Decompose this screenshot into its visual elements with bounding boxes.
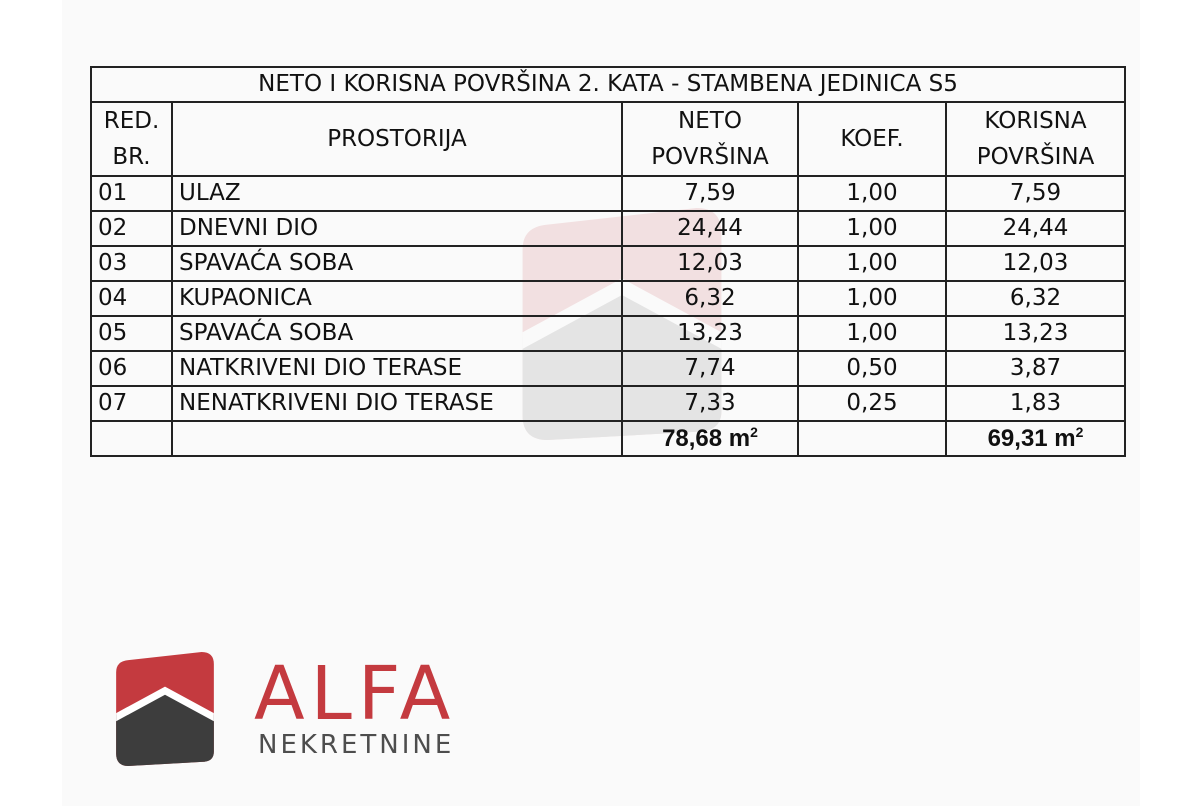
usable-area: 1,83	[946, 386, 1125, 421]
header-red-br-line1: RED.	[103, 108, 160, 134]
area-table-container	[90, 66, 1124, 457]
room-name: SPAVAĆA SOBA	[172, 246, 622, 281]
room-name: NATKRIVENI DIO TERASE	[172, 351, 622, 386]
totals-empty-no	[91, 421, 172, 456]
company-logo	[114, 652, 494, 772]
usable-area: 6,32	[946, 281, 1125, 316]
header-red-br-line2: BR.	[112, 144, 151, 170]
usable-area: 13,23	[946, 316, 1125, 351]
coefficient: 0,25	[798, 386, 946, 421]
row-number: 04	[91, 281, 172, 316]
table-title-row	[91, 67, 1125, 102]
total-neto: 78,68 m	[662, 425, 751, 452]
header-korisna-line1: KORISNA	[984, 108, 1087, 134]
brand-name: ALFA	[254, 651, 457, 737]
neto-area: 24,44	[622, 211, 798, 246]
neto-area: 12,03	[622, 246, 798, 281]
total-korisna-exp: 2	[1075, 424, 1084, 440]
row-number: 07	[91, 386, 172, 421]
header-neto	[622, 102, 798, 176]
room-name: KUPAONICA	[172, 281, 622, 316]
brand-subtitle: NEKRETNINE	[258, 730, 455, 760]
row-number: 02	[91, 211, 172, 246]
totals-empty-koef	[798, 421, 946, 456]
row-number: 03	[91, 246, 172, 281]
table-title: NETO I KORISNA POVRŠINA 2. KATA - STAMBENA JEDINICA S5	[91, 67, 1125, 102]
header-neto-line1: NETO	[678, 108, 742, 134]
total-korisna-cell	[946, 421, 1125, 456]
usable-area: 24,44	[946, 211, 1125, 246]
usable-area: 3,87	[946, 351, 1125, 386]
table-row	[91, 246, 1125, 281]
table-row	[91, 351, 1125, 386]
room-name: ULAZ	[172, 176, 622, 211]
coefficient: 1,00	[798, 211, 946, 246]
totals-empty-room	[172, 421, 622, 456]
total-neto-cell	[622, 421, 798, 456]
coefficient: 1,00	[798, 316, 946, 351]
room-name: NENATKRIVENI DIO TERASE	[172, 386, 622, 421]
header-prostorija: PROSTORIJA	[172, 102, 622, 176]
room-name: SPAVAĆA SOBA	[172, 316, 622, 351]
usable-area: 12,03	[946, 246, 1125, 281]
table-row	[91, 211, 1125, 246]
header-red-br	[91, 102, 172, 176]
coefficient: 1,00	[798, 246, 946, 281]
header-korisna	[946, 102, 1125, 176]
totals-row	[91, 421, 1125, 456]
header-koef: KOEF.	[798, 102, 946, 176]
coefficient: 0,50	[798, 351, 946, 386]
neto-area: 13,23	[622, 316, 798, 351]
row-number: 01	[91, 176, 172, 211]
table-header-row	[91, 102, 1125, 176]
alfa-house-logo-icon	[114, 652, 216, 766]
neto-area: 6,32	[622, 281, 798, 316]
row-number: 05	[91, 316, 172, 351]
row-number: 06	[91, 351, 172, 386]
usable-area: 7,59	[946, 176, 1125, 211]
total-neto-exp: 2	[750, 424, 758, 440]
table-row	[91, 316, 1125, 351]
coefficient: 1,00	[798, 176, 946, 211]
area-table	[90, 66, 1126, 457]
room-name: DNEVNI DIO	[172, 211, 622, 246]
header-korisna-line2: POVRŠINA	[976, 144, 1095, 170]
neto-area: 7,74	[622, 351, 798, 386]
header-neto-line2: POVRŠINA	[651, 144, 769, 170]
table-row	[91, 281, 1125, 316]
table-row	[91, 386, 1125, 421]
neto-area: 7,59	[622, 176, 798, 211]
coefficient: 1,00	[798, 281, 946, 316]
neto-area: 7,33	[622, 386, 798, 421]
total-korisna: 69,31 m	[987, 425, 1076, 452]
table-row	[91, 176, 1125, 211]
